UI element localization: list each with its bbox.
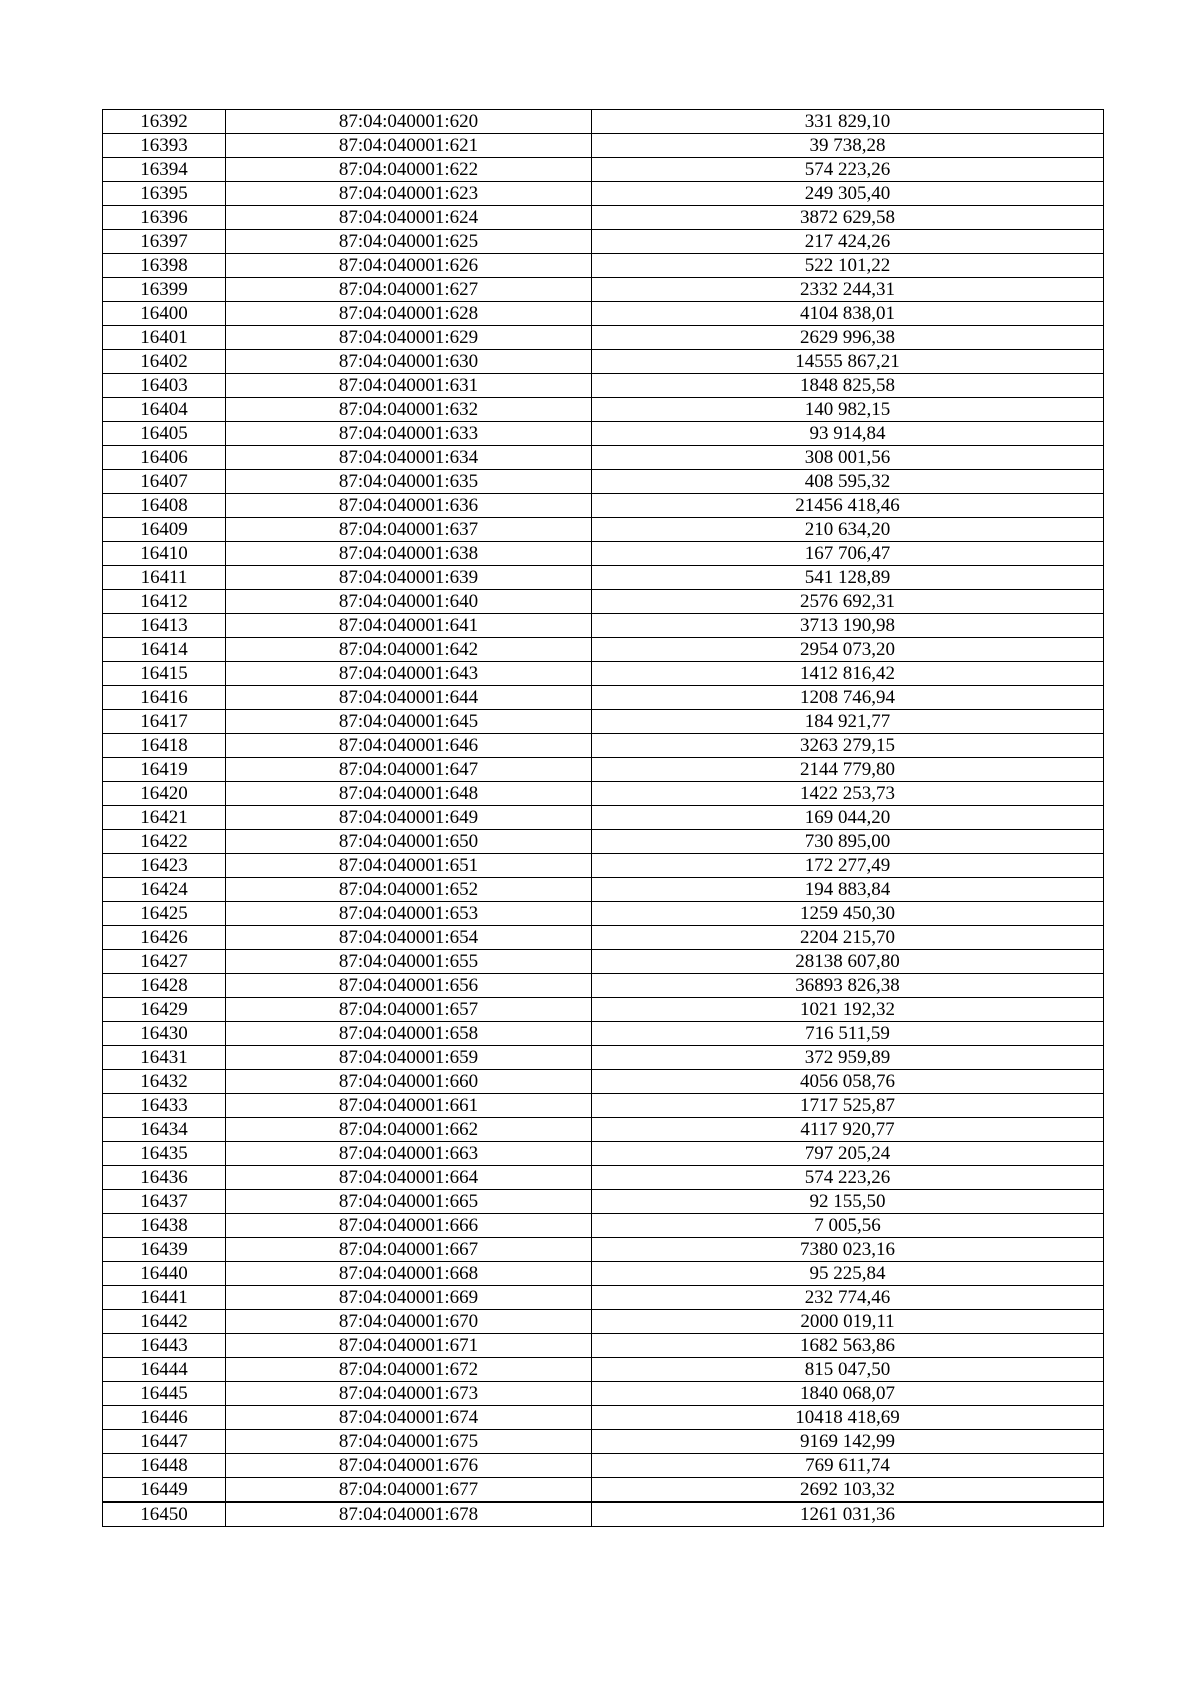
cadastral-number-cell: 87:04:040001:637 xyxy=(226,518,592,542)
table-row xyxy=(103,710,1104,734)
table-row xyxy=(103,374,1104,398)
row-number-cell: 16444 xyxy=(103,1358,226,1382)
cadastral-number-cell: 87:04:040001:653 xyxy=(226,902,592,926)
table-row xyxy=(103,326,1104,350)
row-number-cell: 16425 xyxy=(103,902,226,926)
row-number-cell: 16393 xyxy=(103,134,226,158)
cadastral-number-cell: 87:04:040001:658 xyxy=(226,1022,592,1046)
table-row xyxy=(103,830,1104,854)
value-cell: 574 223,26 xyxy=(592,1166,1104,1190)
cadastral-number-cell: 87:04:040001:656 xyxy=(226,974,592,998)
table-row xyxy=(103,926,1104,950)
cadastral-number-cell: 87:04:040001:660 xyxy=(226,1070,592,1094)
cadastral-number-cell: 87:04:040001:645 xyxy=(226,710,592,734)
row-number-cell: 16415 xyxy=(103,662,226,686)
row-number-cell: 16412 xyxy=(103,590,226,614)
cadastral-number-cell: 87:04:040001:665 xyxy=(226,1190,592,1214)
row-number-cell: 16416 xyxy=(103,686,226,710)
row-number-cell: 16394 xyxy=(103,158,226,182)
table-row xyxy=(103,182,1104,206)
value-cell: 1261 031,36 xyxy=(592,1502,1104,1527)
cadastral-number-cell: 87:04:040001:632 xyxy=(226,398,592,422)
row-number-cell: 16448 xyxy=(103,1454,226,1478)
row-number-cell: 16437 xyxy=(103,1190,226,1214)
row-number-cell: 16447 xyxy=(103,1430,226,1454)
value-cell: 140 982,15 xyxy=(592,398,1104,422)
value-cell: 4056 058,76 xyxy=(592,1070,1104,1094)
row-number-cell: 16401 xyxy=(103,326,226,350)
table-row xyxy=(103,110,1104,134)
cadastral-number-cell: 87:04:040001:659 xyxy=(226,1046,592,1070)
cadastral-number-cell: 87:04:040001:642 xyxy=(226,638,592,662)
value-cell: 1717 525,87 xyxy=(592,1094,1104,1118)
value-cell: 232 774,46 xyxy=(592,1286,1104,1310)
table-row xyxy=(103,1310,1104,1334)
row-number-cell: 16411 xyxy=(103,566,226,590)
row-number-cell: 16439 xyxy=(103,1238,226,1262)
table-row xyxy=(103,1214,1104,1238)
value-cell: 2144 779,80 xyxy=(592,758,1104,782)
cadastral-number-cell: 87:04:040001:650 xyxy=(226,830,592,854)
cadastral-number-cell: 87:04:040001:669 xyxy=(226,1286,592,1310)
value-cell: 331 829,10 xyxy=(592,110,1104,134)
value-cell: 797 205,24 xyxy=(592,1142,1104,1166)
value-cell: 3872 629,58 xyxy=(592,206,1104,230)
table-row xyxy=(103,854,1104,878)
table-row xyxy=(103,1142,1104,1166)
value-cell: 194 883,84 xyxy=(592,878,1104,902)
table-body xyxy=(103,110,1104,1527)
row-number-cell: 16395 xyxy=(103,182,226,206)
cadastral-number-cell: 87:04:040001:634 xyxy=(226,446,592,470)
row-number-cell: 16417 xyxy=(103,710,226,734)
table-row xyxy=(103,1262,1104,1286)
cadastral-number-cell: 87:04:040001:666 xyxy=(226,1214,592,1238)
value-cell: 3263 279,15 xyxy=(592,734,1104,758)
cadastral-number-cell: 87:04:040001:649 xyxy=(226,806,592,830)
row-number-cell: 16400 xyxy=(103,302,226,326)
value-cell: 3713 190,98 xyxy=(592,614,1104,638)
cadastral-number-cell: 87:04:040001:623 xyxy=(226,182,592,206)
row-number-cell: 16428 xyxy=(103,974,226,998)
row-number-cell: 16418 xyxy=(103,734,226,758)
table-row xyxy=(103,422,1104,446)
row-number-cell: 16436 xyxy=(103,1166,226,1190)
row-number-cell: 16432 xyxy=(103,1070,226,1094)
value-cell: 769 611,74 xyxy=(592,1454,1104,1478)
table-row xyxy=(103,1046,1104,1070)
table-row xyxy=(103,398,1104,422)
cadastral-number-cell: 87:04:040001:630 xyxy=(226,350,592,374)
cadastral-number-cell: 87:04:040001:661 xyxy=(226,1094,592,1118)
table-row xyxy=(103,494,1104,518)
cadastral-number-cell: 87:04:040001:626 xyxy=(226,254,592,278)
value-cell: 1682 563,86 xyxy=(592,1334,1104,1358)
row-number-cell: 16424 xyxy=(103,878,226,902)
cadastral-number-cell: 87:04:040001:676 xyxy=(226,1454,592,1478)
cadastral-number-cell: 87:04:040001:662 xyxy=(226,1118,592,1142)
value-cell: 93 914,84 xyxy=(592,422,1104,446)
row-number-cell: 16441 xyxy=(103,1286,226,1310)
cadastral-number-cell: 87:04:040001:654 xyxy=(226,926,592,950)
value-cell: 1208 746,94 xyxy=(592,686,1104,710)
value-cell: 2692 103,32 xyxy=(592,1478,1104,1503)
row-number-cell: 16422 xyxy=(103,830,226,854)
cadastral-number-cell: 87:04:040001:663 xyxy=(226,1142,592,1166)
cadastral-number-cell: 87:04:040001:647 xyxy=(226,758,592,782)
row-number-cell: 16442 xyxy=(103,1310,226,1334)
cadastral-number-cell: 87:04:040001:639 xyxy=(226,566,592,590)
table-row xyxy=(103,542,1104,566)
cadastral-number-cell: 87:04:040001:624 xyxy=(226,206,592,230)
table-row xyxy=(103,158,1104,182)
value-cell: 716 511,59 xyxy=(592,1022,1104,1046)
cadastral-number-cell: 87:04:040001:678 xyxy=(226,1502,592,1527)
cadastral-number-cell: 87:04:040001:657 xyxy=(226,998,592,1022)
value-cell: 2000 019,11 xyxy=(592,1310,1104,1334)
row-number-cell: 16431 xyxy=(103,1046,226,1070)
value-cell: 167 706,47 xyxy=(592,542,1104,566)
row-number-cell: 16405 xyxy=(103,422,226,446)
table-row xyxy=(103,350,1104,374)
cadastral-number-cell: 87:04:040001:664 xyxy=(226,1166,592,1190)
row-number-cell: 16440 xyxy=(103,1262,226,1286)
value-cell: 522 101,22 xyxy=(592,254,1104,278)
table-row xyxy=(103,518,1104,542)
cadastral-number-cell: 87:04:040001:644 xyxy=(226,686,592,710)
cadastral-number-cell: 87:04:040001:673 xyxy=(226,1382,592,1406)
table-row xyxy=(103,206,1104,230)
table-row xyxy=(103,1118,1104,1142)
row-number-cell: 16430 xyxy=(103,1022,226,1046)
cadastral-number-cell: 87:04:040001:638 xyxy=(226,542,592,566)
row-number-cell: 16410 xyxy=(103,542,226,566)
cadastral-number-cell: 87:04:040001:668 xyxy=(226,1262,592,1286)
value-cell: 1259 450,30 xyxy=(592,902,1104,926)
row-number-cell: 16438 xyxy=(103,1214,226,1238)
table-row xyxy=(103,1166,1104,1190)
row-number-cell: 16403 xyxy=(103,374,226,398)
table-row xyxy=(103,974,1104,998)
table-row xyxy=(103,1382,1104,1406)
cadastral-number-cell: 87:04:040001:643 xyxy=(226,662,592,686)
table-row xyxy=(103,1430,1104,1454)
value-cell: 28138 607,80 xyxy=(592,950,1104,974)
value-cell: 1021 192,32 xyxy=(592,998,1104,1022)
value-cell: 10418 418,69 xyxy=(592,1406,1104,1430)
table-row xyxy=(103,566,1104,590)
table-row xyxy=(103,998,1104,1022)
cadastral-number-cell: 87:04:040001:648 xyxy=(226,782,592,806)
row-number-cell: 16398 xyxy=(103,254,226,278)
table-row xyxy=(103,134,1104,158)
table-row xyxy=(103,470,1104,494)
table-row xyxy=(103,638,1104,662)
cadastral-number-cell: 87:04:040001:652 xyxy=(226,878,592,902)
row-number-cell: 16433 xyxy=(103,1094,226,1118)
cadastral-number-cell: 87:04:040001:628 xyxy=(226,302,592,326)
cadastral-number-cell: 87:04:040001:675 xyxy=(226,1430,592,1454)
value-cell: 541 128,89 xyxy=(592,566,1104,590)
value-cell: 408 595,32 xyxy=(592,470,1104,494)
cadastral-number-cell: 87:04:040001:670 xyxy=(226,1310,592,1334)
row-number-cell: 16408 xyxy=(103,494,226,518)
table-row xyxy=(103,1502,1104,1527)
row-number-cell: 16427 xyxy=(103,950,226,974)
row-number-cell: 16396 xyxy=(103,206,226,230)
table-row xyxy=(103,1454,1104,1478)
table-row xyxy=(103,782,1104,806)
row-number-cell: 16399 xyxy=(103,278,226,302)
value-cell: 815 047,50 xyxy=(592,1358,1104,1382)
value-cell: 4104 838,01 xyxy=(592,302,1104,326)
value-cell: 2204 215,70 xyxy=(592,926,1104,950)
cadastral-number-cell: 87:04:040001:635 xyxy=(226,470,592,494)
cadastral-number-cell: 87:04:040001:620 xyxy=(226,110,592,134)
value-cell: 1840 068,07 xyxy=(592,1382,1104,1406)
value-cell: 1848 825,58 xyxy=(592,374,1104,398)
table-row xyxy=(103,758,1104,782)
table-row xyxy=(103,734,1104,758)
table-row xyxy=(103,1022,1104,1046)
cadastral-number-cell: 87:04:040001:627 xyxy=(226,278,592,302)
table-row xyxy=(103,590,1104,614)
row-number-cell: 16397 xyxy=(103,230,226,254)
value-cell: 92 155,50 xyxy=(592,1190,1104,1214)
cadastral-number-cell: 87:04:040001:646 xyxy=(226,734,592,758)
value-cell: 574 223,26 xyxy=(592,158,1104,182)
row-number-cell: 16402 xyxy=(103,350,226,374)
table-row xyxy=(103,1238,1104,1262)
cadastral-number-cell: 87:04:040001:633 xyxy=(226,422,592,446)
row-number-cell: 16423 xyxy=(103,854,226,878)
table-row xyxy=(103,614,1104,638)
row-number-cell: 16419 xyxy=(103,758,226,782)
value-cell: 9169 142,99 xyxy=(592,1430,1104,1454)
cadastral-number-cell: 87:04:040001:674 xyxy=(226,1406,592,1430)
value-cell: 7380 023,16 xyxy=(592,1238,1104,1262)
table-row xyxy=(103,806,1104,830)
value-cell: 184 921,77 xyxy=(592,710,1104,734)
cadastral-number-cell: 87:04:040001:667 xyxy=(226,1238,592,1262)
cadastral-value-table xyxy=(102,109,1104,1527)
row-number-cell: 16420 xyxy=(103,782,226,806)
table-row xyxy=(103,1190,1104,1214)
row-number-cell: 16414 xyxy=(103,638,226,662)
row-number-cell: 16429 xyxy=(103,998,226,1022)
row-number-cell: 16392 xyxy=(103,110,226,134)
value-cell: 249 305,40 xyxy=(592,182,1104,206)
row-number-cell: 16446 xyxy=(103,1406,226,1430)
row-number-cell: 16409 xyxy=(103,518,226,542)
value-cell: 14555 867,21 xyxy=(592,350,1104,374)
table-row xyxy=(103,1334,1104,1358)
table-row xyxy=(103,1070,1104,1094)
cadastral-number-cell: 87:04:040001:621 xyxy=(226,134,592,158)
table-row xyxy=(103,878,1104,902)
table-row xyxy=(103,662,1104,686)
cadastral-number-cell: 87:04:040001:631 xyxy=(226,374,592,398)
value-cell: 730 895,00 xyxy=(592,830,1104,854)
cadastral-number-cell: 87:04:040001:672 xyxy=(226,1358,592,1382)
value-cell: 2629 996,38 xyxy=(592,326,1104,350)
cadastral-number-cell: 87:04:040001:625 xyxy=(226,230,592,254)
value-cell: 2332 244,31 xyxy=(592,278,1104,302)
table-row xyxy=(103,254,1104,278)
table-row xyxy=(103,446,1104,470)
value-cell: 1422 253,73 xyxy=(592,782,1104,806)
table-row xyxy=(103,230,1104,254)
row-number-cell: 16406 xyxy=(103,446,226,470)
value-cell: 39 738,28 xyxy=(592,134,1104,158)
row-number-cell: 16435 xyxy=(103,1142,226,1166)
table-row xyxy=(103,950,1104,974)
row-number-cell: 16426 xyxy=(103,926,226,950)
value-cell: 169 044,20 xyxy=(592,806,1104,830)
row-number-cell: 16404 xyxy=(103,398,226,422)
cadastral-number-cell: 87:04:040001:641 xyxy=(226,614,592,638)
table-row xyxy=(103,278,1104,302)
cadastral-number-cell: 87:04:040001:651 xyxy=(226,854,592,878)
cadastral-number-cell: 87:04:040001:655 xyxy=(226,950,592,974)
value-cell: 217 424,26 xyxy=(592,230,1104,254)
value-cell: 210 634,20 xyxy=(592,518,1104,542)
cadastral-number-cell: 87:04:040001:671 xyxy=(226,1334,592,1358)
value-cell: 2576 692,31 xyxy=(592,590,1104,614)
cadastral-number-cell: 87:04:040001:636 xyxy=(226,494,592,518)
value-cell: 36893 826,38 xyxy=(592,974,1104,998)
table-row xyxy=(103,302,1104,326)
table-row xyxy=(103,1286,1104,1310)
cadastral-number-cell: 87:04:040001:622 xyxy=(226,158,592,182)
row-number-cell: 16421 xyxy=(103,806,226,830)
value-cell: 372 959,89 xyxy=(592,1046,1104,1070)
row-number-cell: 16434 xyxy=(103,1118,226,1142)
row-number-cell: 16413 xyxy=(103,614,226,638)
value-cell: 2954 073,20 xyxy=(592,638,1104,662)
row-number-cell: 16450 xyxy=(103,1502,226,1527)
table-row xyxy=(103,686,1104,710)
row-number-cell: 16407 xyxy=(103,470,226,494)
row-number-cell: 16445 xyxy=(103,1382,226,1406)
table-row xyxy=(103,1358,1104,1382)
table-row xyxy=(103,1406,1104,1430)
cadastral-number-cell: 87:04:040001:629 xyxy=(226,326,592,350)
value-cell: 172 277,49 xyxy=(592,854,1104,878)
value-cell: 1412 816,42 xyxy=(592,662,1104,686)
table-row xyxy=(103,1478,1104,1503)
cadastral-number-cell: 87:04:040001:677 xyxy=(226,1478,592,1503)
value-cell: 4117 920,77 xyxy=(592,1118,1104,1142)
row-number-cell: 16443 xyxy=(103,1334,226,1358)
cadastral-number-cell: 87:04:040001:640 xyxy=(226,590,592,614)
row-number-cell: 16449 xyxy=(103,1478,226,1503)
value-cell: 21456 418,46 xyxy=(592,494,1104,518)
table-row xyxy=(103,1094,1104,1118)
table-row xyxy=(103,902,1104,926)
value-cell: 7 005,56 xyxy=(592,1214,1104,1238)
value-cell: 95 225,84 xyxy=(592,1262,1104,1286)
value-cell: 308 001,56 xyxy=(592,446,1104,470)
